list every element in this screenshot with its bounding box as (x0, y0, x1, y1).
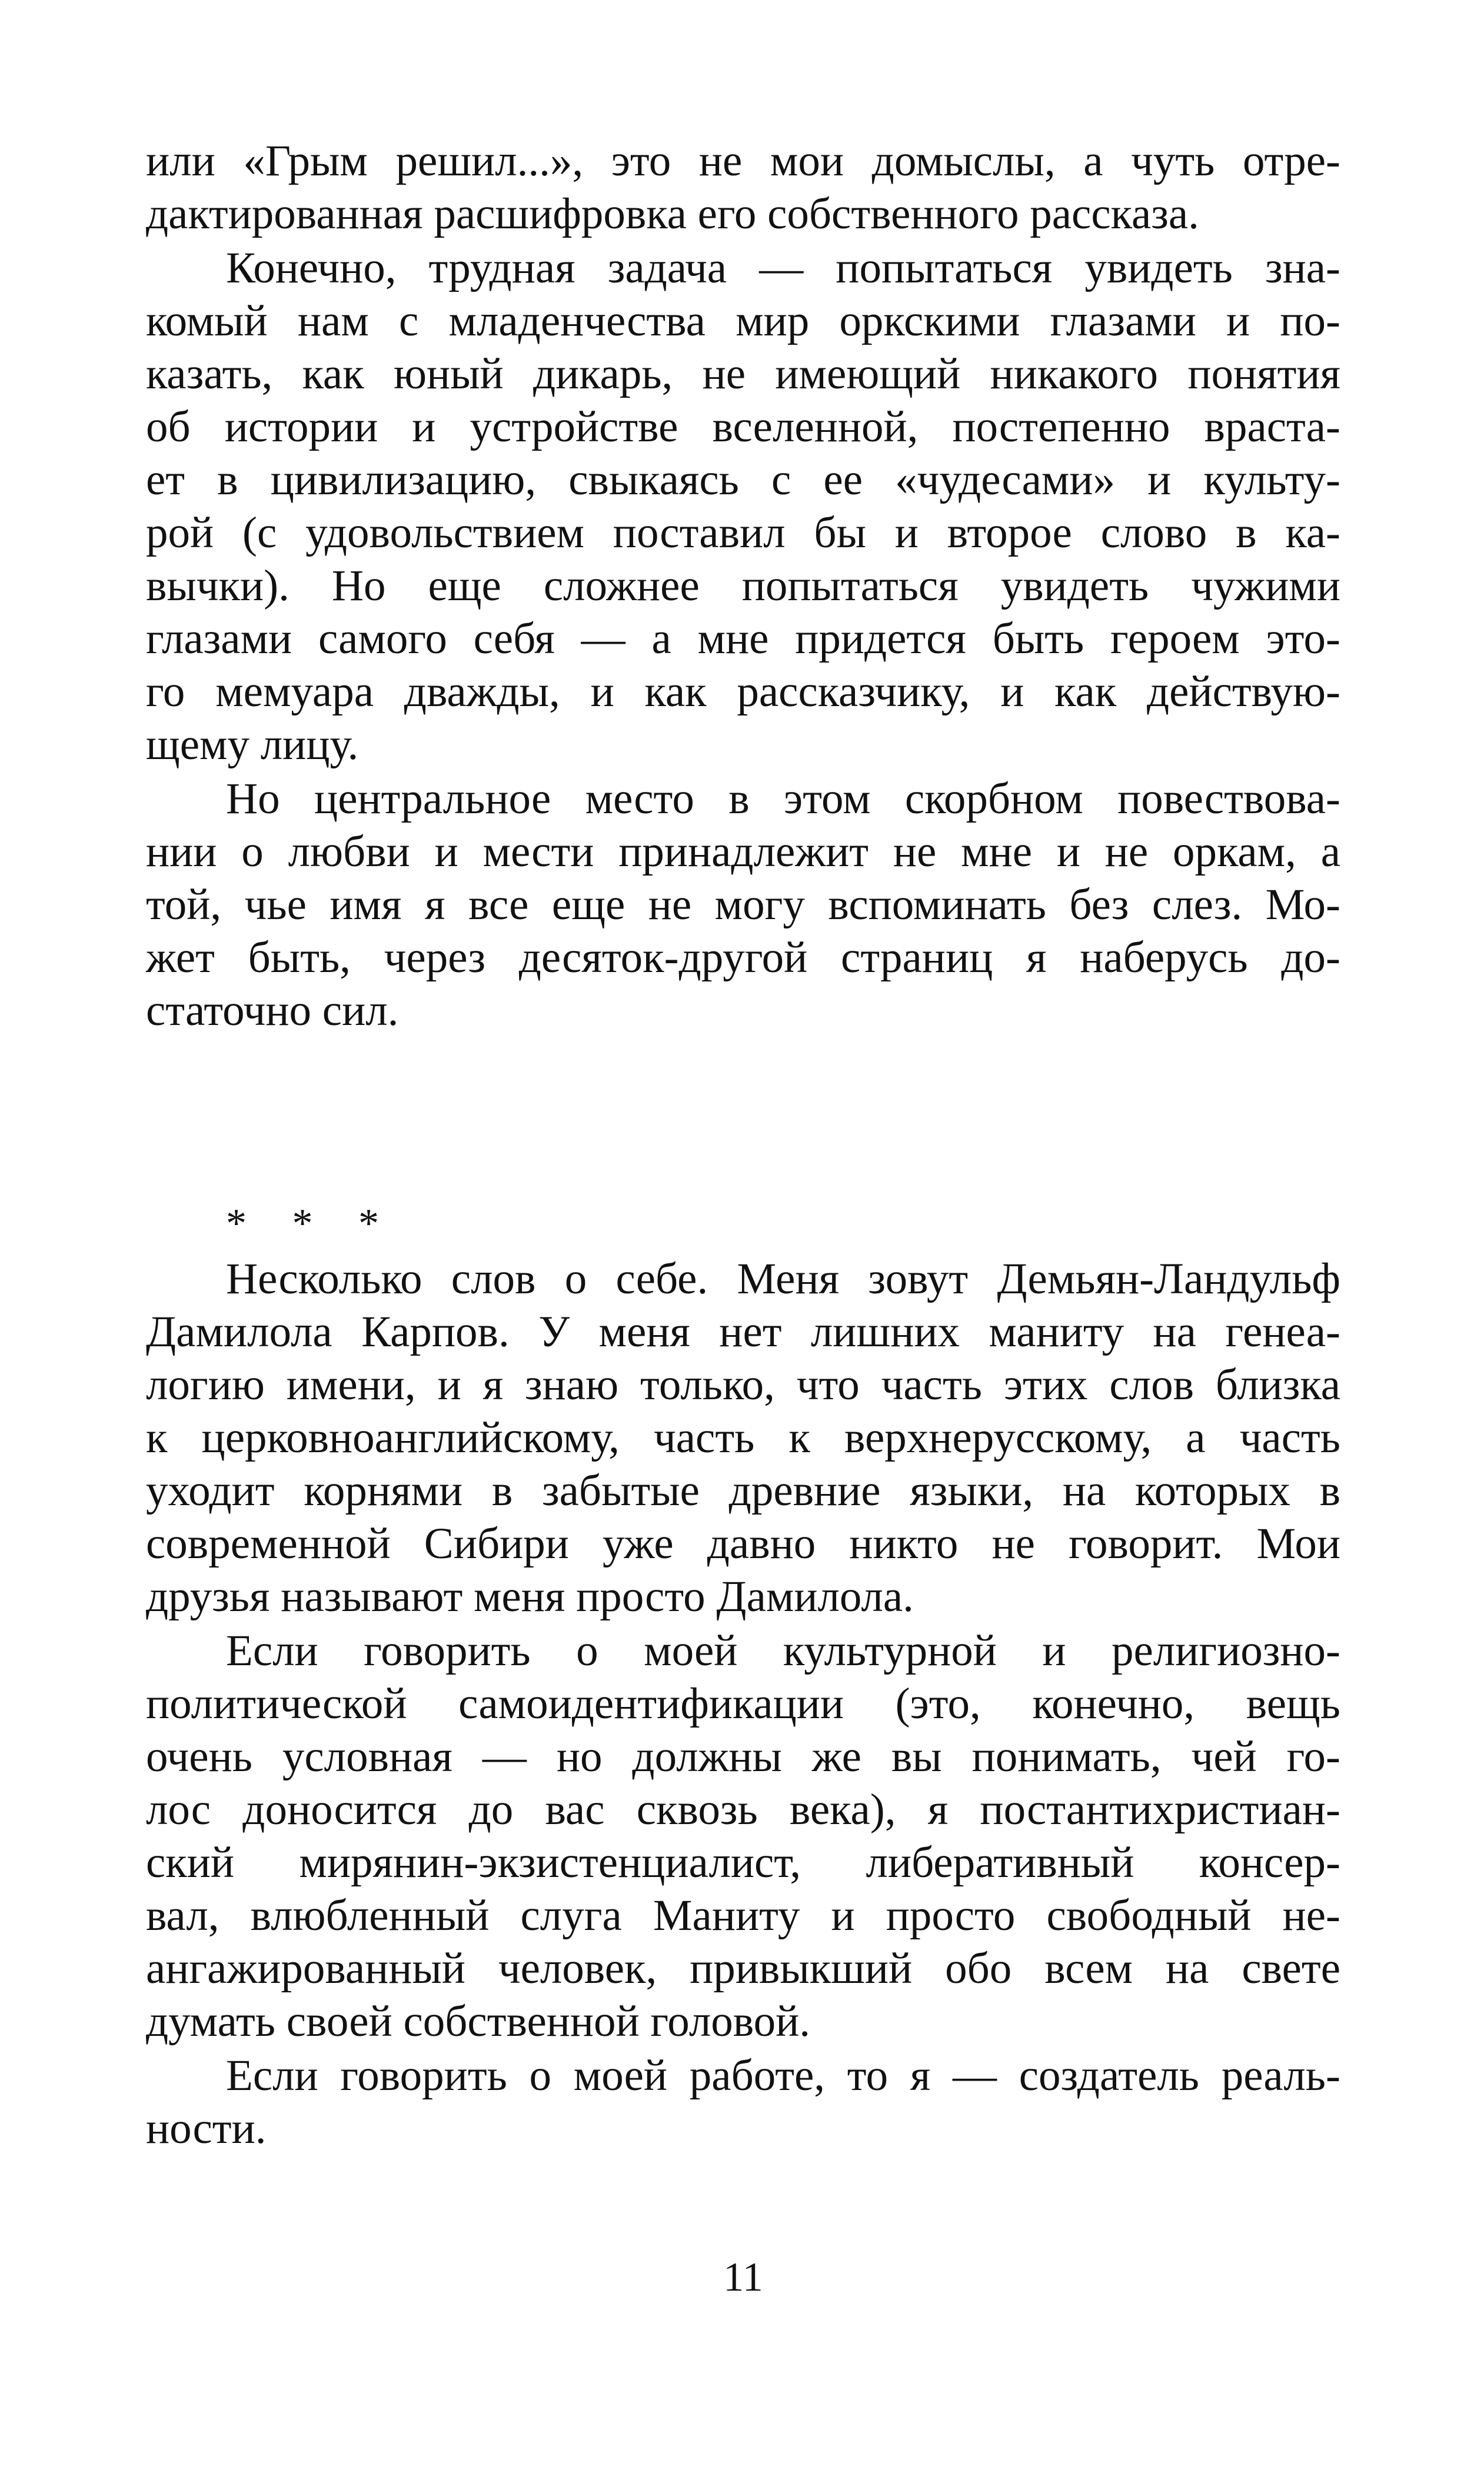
text-line: вал, влюбленный слуга Маниту и просто свободный не- (146, 1891, 1340, 1940)
text-line: друзья называют меня просто Дамилола. (146, 1572, 914, 1621)
text-line: той, чье имя я все еще не могу вспоминать без слез. Мо- (146, 880, 1340, 929)
section-separator: * * * (226, 1201, 397, 1246)
text-line: ет в цивилизацию, свыкаясь с ее «чудесами» и культу- (146, 455, 1340, 504)
text-line: об истории и устройстве вселенной, постепенно враста- (146, 402, 1340, 451)
text-line: статочно сил. (146, 986, 399, 1035)
text-line: щему лицу. (146, 720, 359, 769)
text-line: современной Сибири уже давно никто не говорит. Мои (146, 1519, 1340, 1568)
text-line: Если говорить о моей работе, то я — создатель реаль- (226, 2051, 1340, 2100)
text-line: или «Грым решил...», это не мои домыслы, а чуть отре- (146, 137, 1340, 185)
text-line: го мемуара дважды, и как рассказчику, и как действую- (146, 667, 1340, 716)
text-line: ности. (146, 2104, 267, 2153)
text-line: глазами самого себя — а мне придется быть героем это- (146, 614, 1340, 663)
text-line: комый нам с младенчества мир оркскими глазами и по- (146, 297, 1340, 345)
text-line: казать, как юный дикарь, не имеющий никакого понятия (146, 350, 1340, 398)
text-line: ангажированный человек, привыкший обо всем на свете (146, 1944, 1340, 1993)
text-line: лос доносится до вас сквозь века), я постантихристиан- (146, 1785, 1340, 1834)
text-line: Но центральное место в этом скорбном повествова- (226, 774, 1340, 823)
text-line: рой (с удовольствием поставил бы и второе слово в ка- (146, 508, 1340, 557)
text-line: думать своей собственной головой. (146, 1997, 811, 2046)
text-line: Дамилола Карпов. У меня нет лишних маниту на генеа- (146, 1307, 1340, 1356)
text-line: очень условная — но должны же вы понимать, чей го- (146, 1732, 1340, 1781)
text-line: жет быть, через десяток-другой страниц я наберусь до- (146, 933, 1340, 982)
text-line: ский мирянин-экзистенциалист, либеративный консер- (146, 1838, 1340, 1887)
page-number: 11 (723, 2255, 763, 2300)
text-line: Если говорить о моей культурной и религиозно- (226, 1626, 1340, 1675)
text-line: политической самоидентификации (это, конечно, вещь (146, 1679, 1340, 1728)
text-line: Несколько слов о себе. Меня зовут Демьян-Ландульф (226, 1254, 1340, 1303)
text-line: логию имени, и я знаю только, что часть этих слов близка (146, 1360, 1340, 1409)
text-line: Конечно, трудная задача — попытаться увидеть зна- (226, 244, 1340, 292)
text-line: к церковноанглийскому, часть к верхнерусскому, а часть (146, 1413, 1340, 1462)
book-page (146, 0, 1340, 2476)
text-line: нии о любви и мести принадлежит не мне и не оркам, а (146, 827, 1340, 876)
text-line: дактированная расшифровка его собственного рассказа. (146, 189, 1199, 238)
text-line: вычки). Но еще сложнее попытаться увидеть чужими (146, 561, 1340, 610)
text-line: уходит корнями в забытые древние языки, на которых в (146, 1466, 1340, 1515)
